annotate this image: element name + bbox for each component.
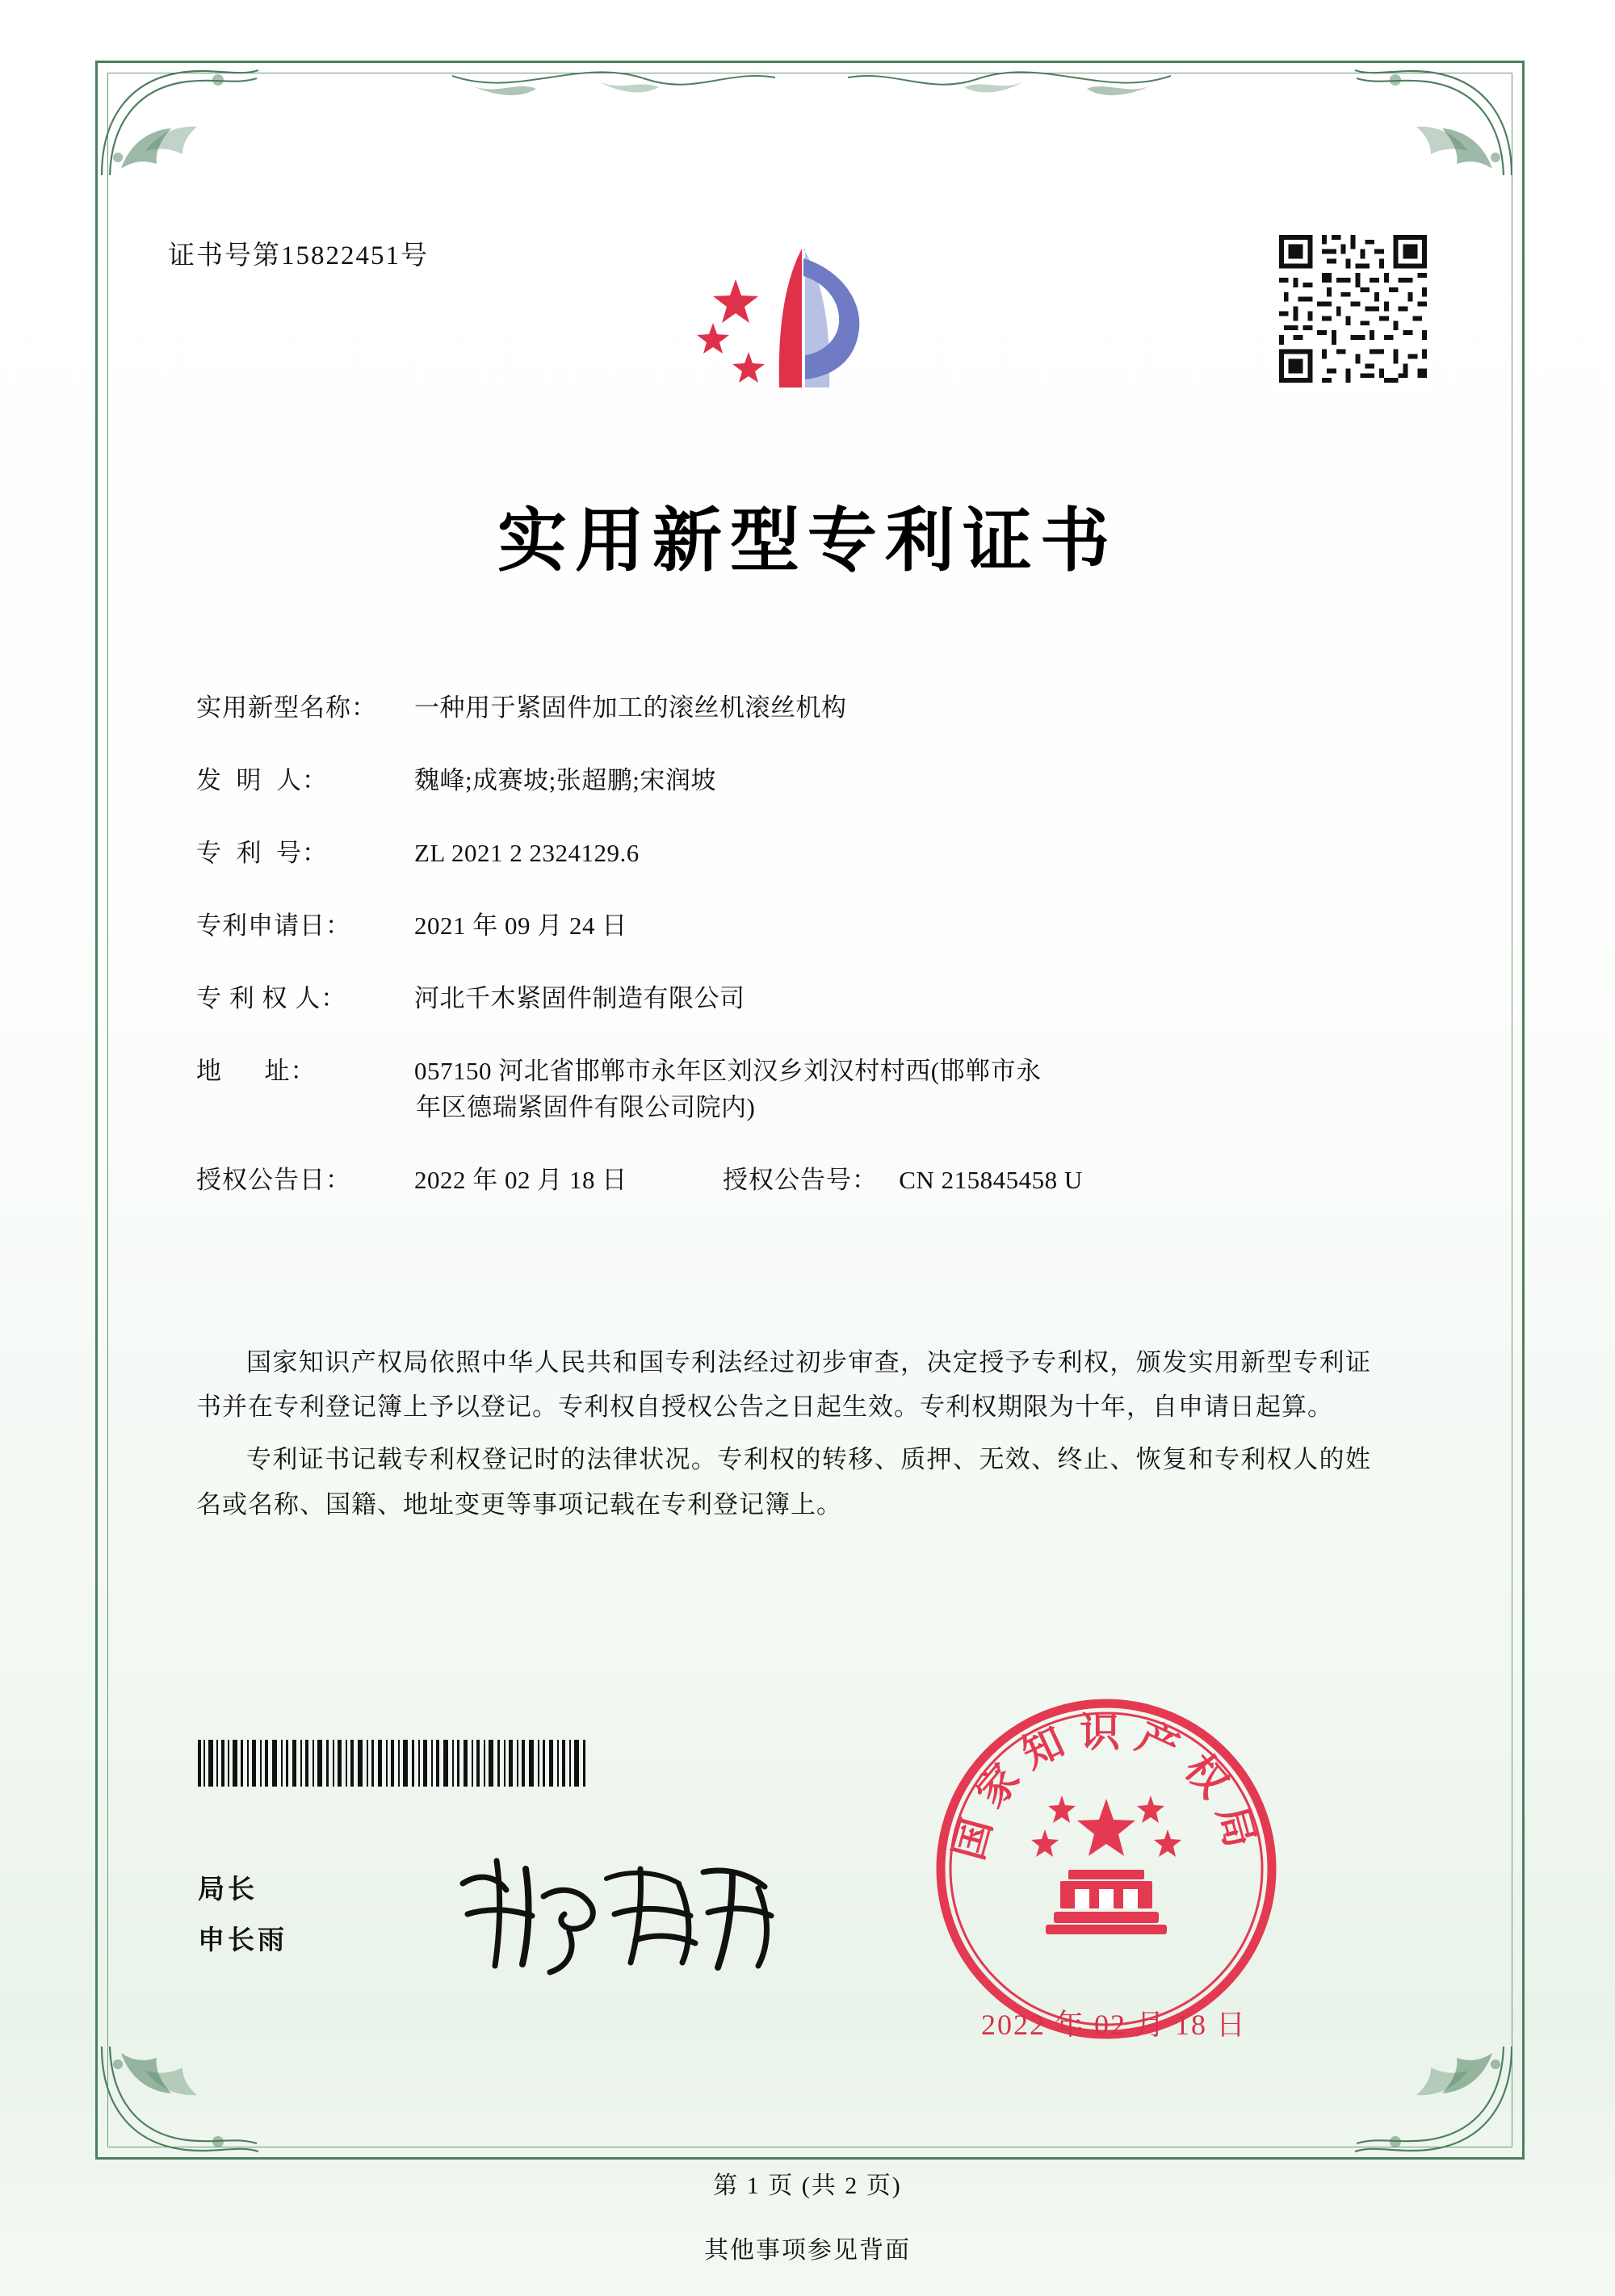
corner-ornament-bottom-right: [1347, 2038, 1516, 2160]
director-title-label: 局长: [198, 1875, 258, 1904]
grant-number-value: CN 215845458 U: [899, 1165, 1083, 1194]
field-patentee: [196, 981, 1367, 1017]
field-label: 授权公告日：: [196, 1165, 351, 1194]
national-emblem-seal-icon: [933, 1695, 1280, 2043]
field-value: ZL 2021 2 2324129.6: [414, 838, 640, 867]
top-edge-ornament: [452, 63, 1171, 119]
address-line-1: 057150 河北省邯郸市永年区刘汉乡刘汉村村西(邯郸市永: [414, 1056, 1042, 1085]
field-value: 一种用于紧固件加工的滚丝机滚丝机构: [414, 693, 847, 722]
back-side-note: 其他事项参见背面: [704, 2237, 911, 2264]
grant-date-value: 2022 年 02 月 18 日: [414, 1165, 627, 1194]
page-number: 第 1 页 (共 2 页): [713, 2172, 902, 2199]
field-patent-number: [196, 836, 1367, 872]
field-label: 专 利 号：: [196, 838, 328, 867]
sipo-logo-icon: [682, 234, 908, 412]
field-application-date: [196, 908, 1367, 945]
page-title: 实用新型专利证书: [497, 500, 1118, 581]
seal-date: 2022 年 02 月 18 日: [981, 2009, 1248, 2041]
corner-ornament-bottom-left: [97, 2038, 266, 2160]
barcode-icon: [198, 1740, 602, 1787]
legal-paragraph-1: 国家知识产权局依照中华人民共和国专利法经过初步审查，决定授予专利权，颁发实用新型专利证书并在专利登记簿上予以登记。专利权自授权公告之日起生效。专利权期限为十年，自申请日起算。: [196, 1348, 1371, 1422]
legal-text: [196, 1340, 1371, 1535]
handwritten-signature: [448, 1837, 787, 1990]
qr-code-icon: [1274, 230, 1432, 388]
field-label: 专 利 权 人：: [196, 983, 347, 1012]
director-name-label: 申长雨: [198, 1925, 287, 1955]
field-address: [196, 1054, 1367, 1126]
field-grant-announcement: [196, 1163, 1367, 1199]
grant-number-label: 授权公告号：: [723, 1165, 878, 1194]
svg-text:国家知识产权局: 国家知识产权局: [944, 1708, 1269, 1865]
field-value-group: [414, 1163, 1367, 1199]
legal-paragraph-2: 专利证书记载专利权登记时的法律状况。专利权的转移、质押、无效、终止、恢复和专利权人的姓名或名称、国籍、地址变更等事项记载在专利登记簿上。: [196, 1445, 1371, 1519]
field-label: 发 明 人：: [196, 765, 328, 794]
field-utility-model-name: [196, 690, 1367, 727]
certificate-fields: [196, 690, 1367, 1235]
field-value: 2021 年 09 月 24 日: [414, 911, 627, 940]
field-value: 河北千木紧固件制造有限公司: [414, 983, 745, 1012]
field-label: 地 址：: [196, 1056, 317, 1085]
field-value: 魏峰;成赛坡;张超鹏;宋润坡: [414, 765, 716, 794]
field-label: 实用新型名称：: [196, 693, 377, 722]
field-value: [414, 1054, 1367, 1126]
corner-ornament-top-right: [1347, 62, 1516, 183]
field-label: 专利申请日：: [196, 911, 351, 940]
corner-ornament-top-left: [97, 62, 266, 183]
certificate-number: 证书号第15822451号: [168, 241, 429, 270]
signature-labels: [198, 1865, 287, 1966]
field-inventors: [196, 763, 1367, 799]
address-line-2: 年区德瑞紧固件有限公司院内): [416, 1092, 756, 1121]
